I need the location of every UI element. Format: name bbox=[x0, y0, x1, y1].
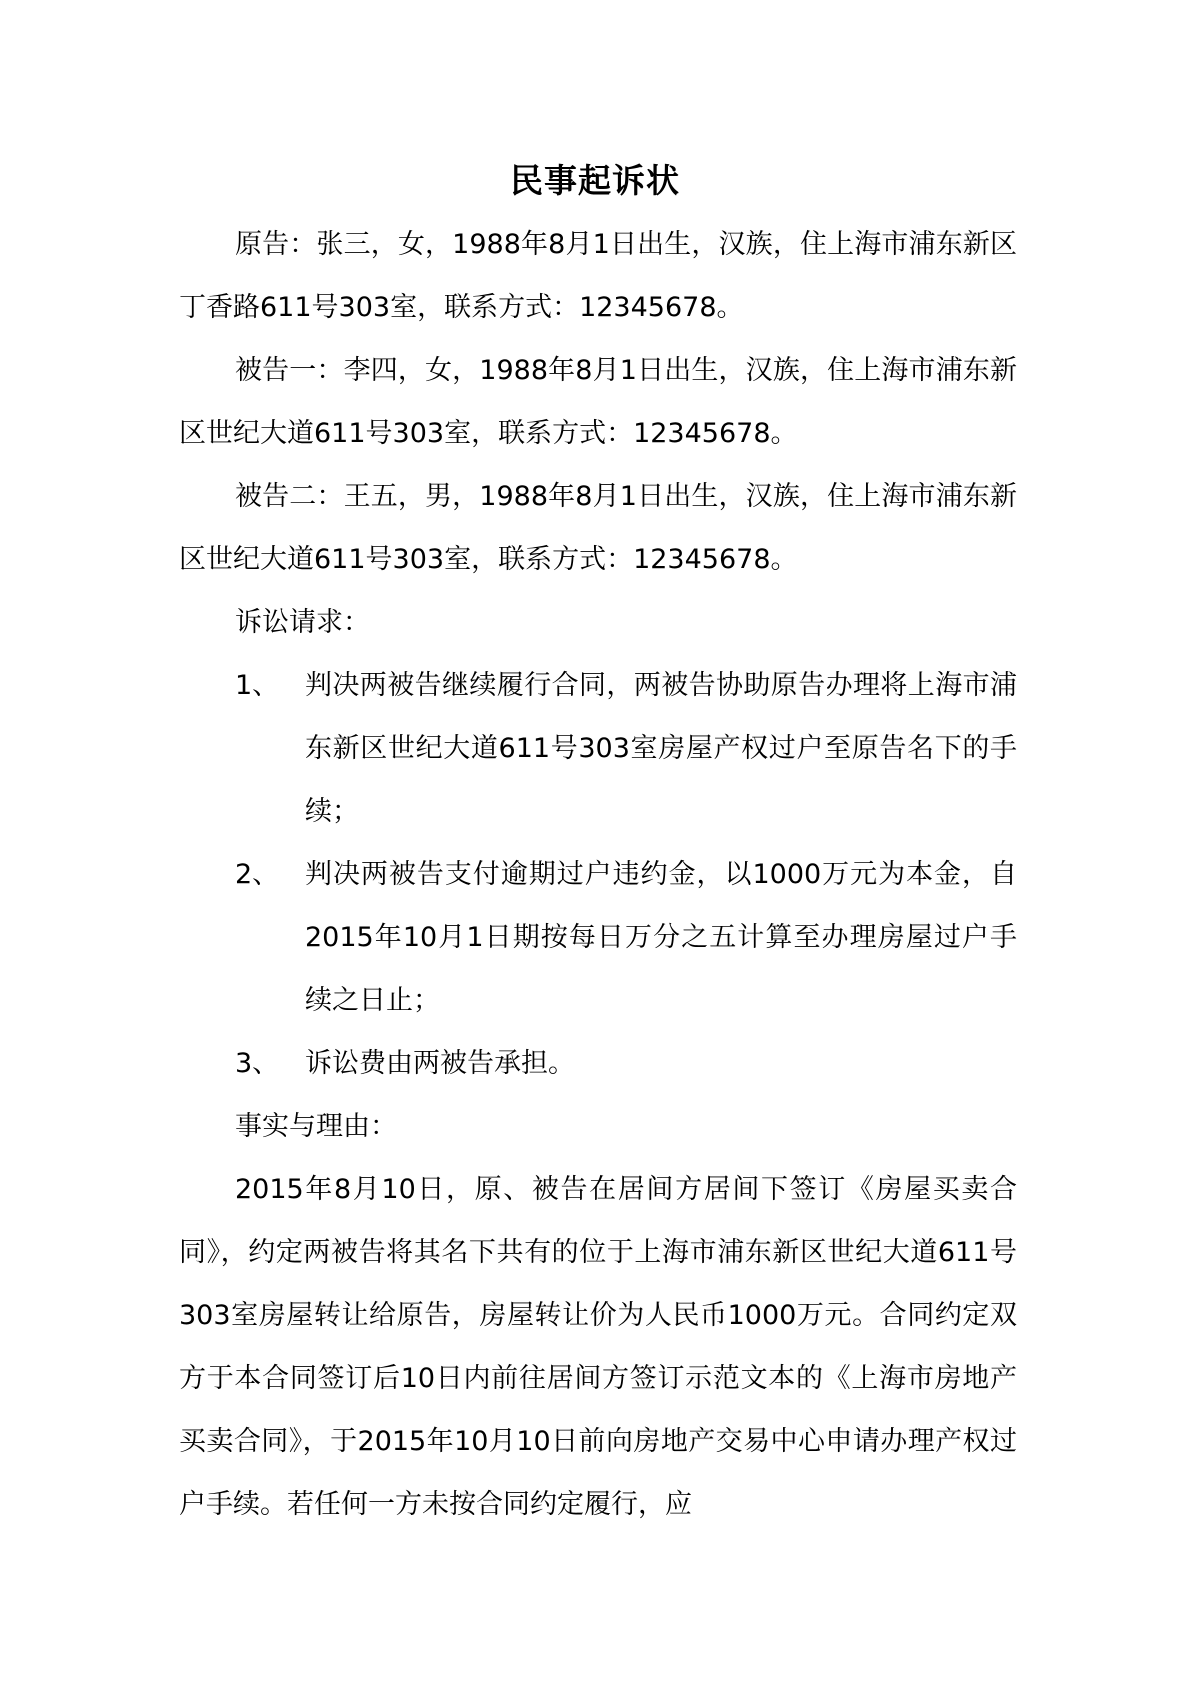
claim-text: 判决两被告继续履行合同，两被告协助原告办理将上海市浦东新区世纪大道611号303室房屋产权过户至原告名下的手续； bbox=[305, 670, 1017, 827]
claim-number: 1、 bbox=[235, 670, 280, 701]
document-title: 民事起诉状 bbox=[510, 161, 680, 200]
claim-text: 诉讼费由两被告承担。 bbox=[305, 1048, 575, 1079]
facts-paragraph: 2015年8月10日，原、被告在居间方居间下签订《房屋买卖合同》，约定两被告将其名下共有的位于上海市浦东新区世纪大道611号303室房屋转让给原告，房屋转让价为人民币1000万元。合同约定双方于本合同签订后10日内前往居间方签订示范文本的《上海市房地产买卖合同》，于2015年10月10日前向房地产交易中心申请办理产权过户手续。若任何一方未按合同约定履行，应 bbox=[179, 1174, 1017, 1520]
claim-item bbox=[179, 843, 1017, 1032]
document-body bbox=[179, 213, 1017, 1536]
claim-number: 2、 bbox=[235, 859, 280, 890]
claim-number: 3、 bbox=[235, 1048, 280, 1079]
claim-text: 判决两被告支付逾期过户违约金，以1000万元为本金，自2015年10月1日期按每日万分之五计算至办理房屋过户手续之日止； bbox=[305, 859, 1017, 1016]
facts-heading: 事实与理由： bbox=[235, 1111, 397, 1142]
defendant-two-paragraph: 被告二：王五，男，1988年8月1日出生，汉族，住上海市浦东新区世纪大道611号303室，联系方式：12345678。 bbox=[179, 481, 1017, 575]
defendant-one-paragraph: 被告一：李四，女，1988年8月1日出生，汉族，住上海市浦东新区世纪大道611号303室，联系方式：12345678。 bbox=[179, 355, 1017, 449]
claim-item bbox=[179, 654, 1017, 843]
claims-heading: 诉讼请求： bbox=[235, 607, 370, 638]
claim-item bbox=[179, 1032, 1017, 1095]
plaintiff-paragraph: 原告：张三，女，1988年8月1日出生，汉族，住上海市浦东新区丁香路611号303室，联系方式：12345678。 bbox=[179, 229, 1017, 323]
